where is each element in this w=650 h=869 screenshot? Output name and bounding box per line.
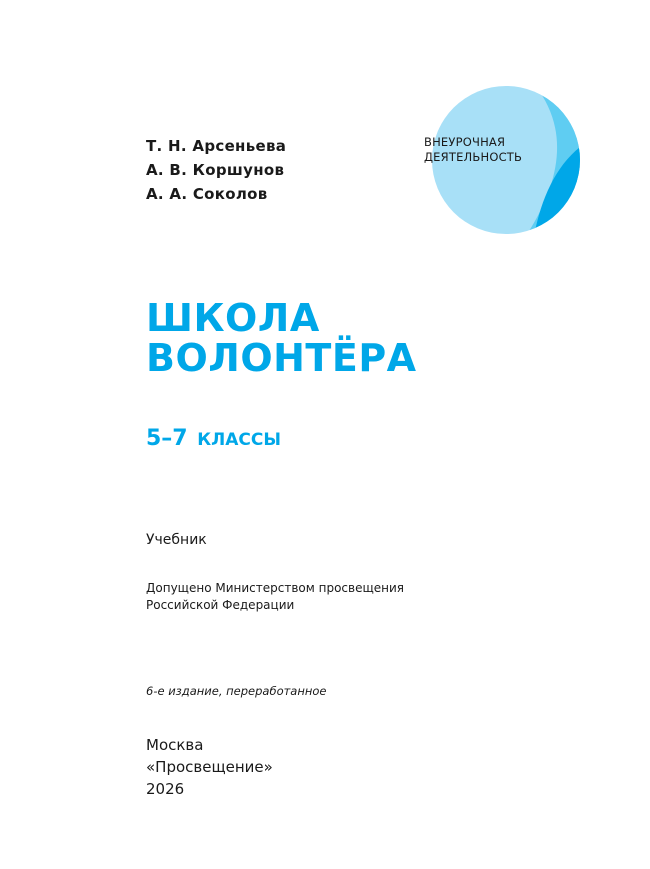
authors-block — [146, 134, 286, 206]
author-name: А. А. Соколов — [146, 185, 268, 203]
grade-range — [146, 426, 281, 451]
badge-label — [424, 135, 554, 165]
grade-range-number: 5–7 — [146, 426, 188, 451]
approval-line: Допущено Министерством просвещения — [146, 581, 405, 595]
imprint-year: 2026 — [146, 780, 185, 798]
approval-note — [146, 580, 404, 614]
imprint-city: Москва — [146, 736, 204, 754]
book-type: Учебник — [146, 532, 207, 548]
grade-range-word: КЛАССЫ — [197, 430, 281, 450]
author-name: А. В. Коршунов — [146, 161, 285, 179]
edition-note: 6-е издание, переработанное — [146, 684, 327, 698]
book-title-line: ВОЛОНТЁРА — [146, 336, 417, 380]
author-name: Т. Н. Арсеньева — [146, 137, 287, 155]
badge-label-line: ДЕЯТЕЛЬНОСТЬ — [424, 150, 523, 164]
book-title-line: ШКОЛА — [146, 296, 320, 340]
imprint-block — [146, 734, 273, 800]
approval-line: Российской Федерации — [146, 598, 295, 612]
badge-label-line: ВНЕУРОЧНАЯ — [424, 135, 506, 149]
book-title — [146, 298, 417, 378]
imprint-publisher: «Просвещение» — [146, 758, 273, 776]
